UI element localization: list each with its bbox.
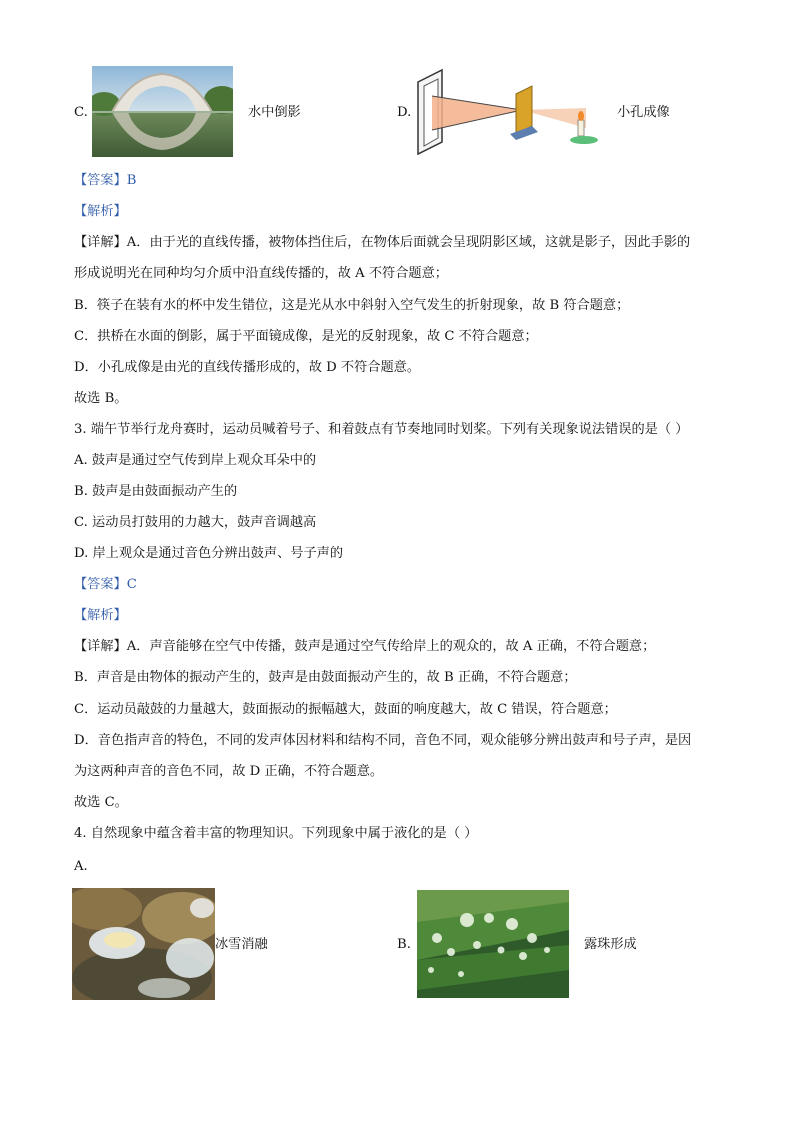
q3-detail-line-1: 【详解】A．声音能够在空气中传播，鼓声是通过空气传给岸上的观众的，故 A 正确，不符合题意； xyxy=(74,639,656,654)
q3-stem: 3. 端午节举行龙舟赛时，运动员喊着号子、和着鼓点有节奏地同时划桨。下列有关现象说法错误的是（ ） xyxy=(74,422,689,437)
q3-option-d: D. 岸上观众是通过音色分辨出鼓声、号子声的 xyxy=(74,546,344,561)
q4-option-b-caption: 露珠形成 xyxy=(584,937,637,952)
q2-detail-line-2: 形成说明光在同种均匀介质中沿直线传播的，故 A 不符合题意； xyxy=(74,266,448,281)
pinhole-camera-image xyxy=(414,68,604,158)
dew-drops-image xyxy=(417,890,569,998)
q3-option-a: A. 鼓声是通过空气传到岸上观众耳朵中的 xyxy=(74,453,317,468)
q2-answer: 【答案】B xyxy=(74,173,137,188)
q2-detail-line-1: 【详解】A．由于光的直线传播，被物体挡住后，在物体后面就会呈现阴影区域，这就是影子，因此手影的 xyxy=(74,235,691,250)
q3-detail-line-3: C．运动员敲鼓的力量越大，鼓面振动的振幅越大，鼓面的响度越大，故 C 错误，符合题意； xyxy=(74,702,617,717)
bridge-reflection-image xyxy=(92,66,233,157)
q3-detail-line-4: D．音色指声音的特色，不同的发声体因材料和结构不同，音色不同，观众能够分辨出鼓声和号子声，是因 xyxy=(74,733,692,748)
q3-detail-line-5: 为这两种声音的音色不同，故 D 正确，不符合题意。 xyxy=(74,764,384,779)
q3-choice: 故选 C。 xyxy=(74,795,128,810)
q2-choice: 故选 B。 xyxy=(74,391,128,406)
q3-option-c: C. 运动员打鼓用的力越大，鼓声音调越高 xyxy=(74,515,317,530)
option-d-caption: 小孔成像 xyxy=(617,105,670,120)
q2-analysis-label: 【解析】 xyxy=(74,204,127,219)
q2-detail-line-3: B．筷子在装有水的杯中发生错位，这是光从水中斜射入空气发生的折射现象，故 B 符合题意； xyxy=(74,298,630,313)
q4-option-b-label: B. xyxy=(397,937,411,952)
option-d-label: D. xyxy=(397,105,412,120)
q3-analysis-label: 【解析】 xyxy=(74,608,127,623)
q3-detail-line-2: B．声音是由物体的振动产生的，鼓声是由鼓面振动产生的，故 B 正确，不符合题意； xyxy=(74,670,577,685)
q2-detail-line-5: D．小孔成像是由光的直线传播形成的，故 D 不符合题意。 xyxy=(74,360,421,375)
q2-detail-line-4: C．拱桥在水面的倒影，属于平面镜成像，是光的反射现象，故 C 不符合题意； xyxy=(74,329,538,344)
q4-option-a-label: A. xyxy=(74,859,88,874)
q4-stem: 4. 自然现象中蕴含着丰富的物理知识。下列现象中属于液化的是（ ） xyxy=(74,826,478,841)
q3-answer: 【答案】C xyxy=(74,577,137,592)
melting-ice-image xyxy=(72,888,215,1000)
option-c-caption: 水中倒影 xyxy=(248,105,301,120)
q3-option-b: B. 鼓声是由鼓面振动产生的 xyxy=(74,484,238,499)
q4-option-a-caption: 冰雪消融 xyxy=(215,937,268,952)
option-c-label: C. xyxy=(74,105,88,120)
